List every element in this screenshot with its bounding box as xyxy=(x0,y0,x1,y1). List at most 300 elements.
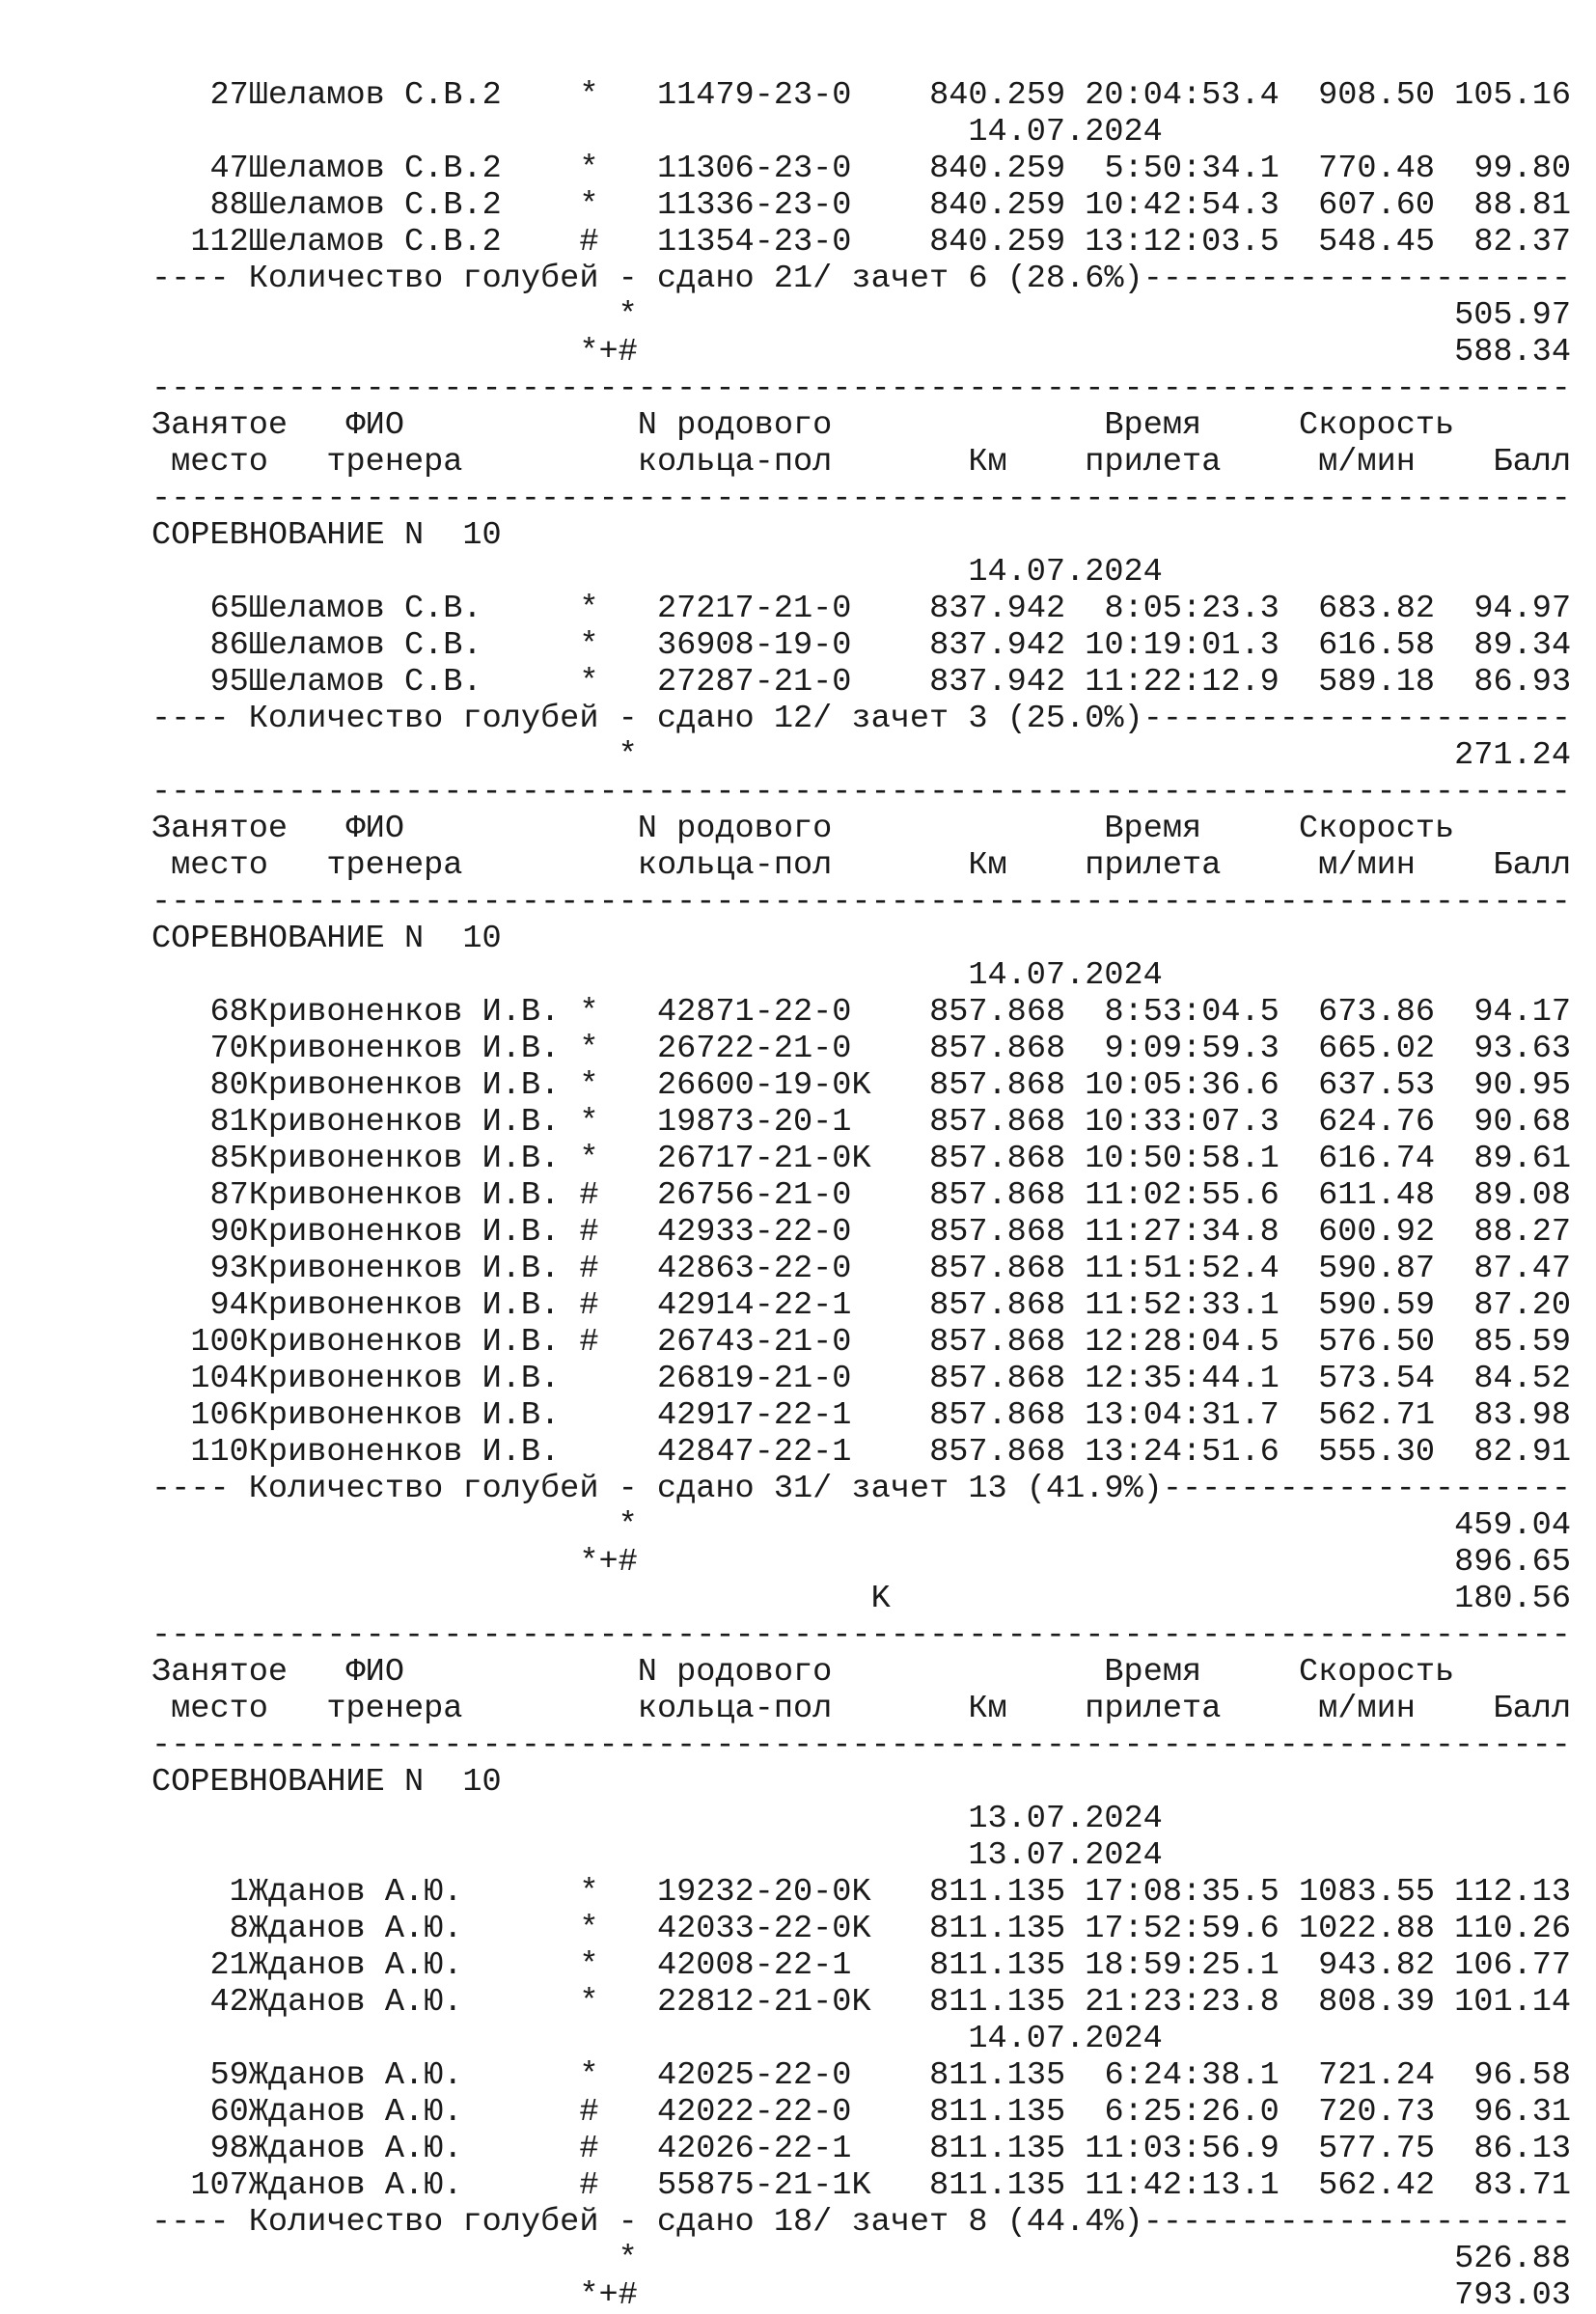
mark-cell: # xyxy=(579,1324,599,1361)
separator-line xyxy=(151,884,1571,921)
distance-cell: 811.135 xyxy=(929,1947,1066,1984)
summary-total-row xyxy=(151,334,1571,371)
ring-number-cell: 42933-22-0 xyxy=(656,1214,852,1251)
place-cell: 85 xyxy=(209,1141,249,1177)
column-header-ring: кольца-пол xyxy=(637,444,833,481)
date-row xyxy=(151,554,1549,591)
column-header-score: Балл xyxy=(1493,847,1572,884)
distance-cell: 840.259 xyxy=(929,151,1066,187)
arrival-time-cell: 10:19:01.3 xyxy=(1085,627,1280,664)
mark-cell: * xyxy=(579,1911,599,1947)
flight-date: 14.07.2024 xyxy=(968,554,1163,591)
ring-number-cell: 26717-21-0K xyxy=(656,1141,871,1177)
total-category-label: K xyxy=(870,1581,891,1617)
separator-line xyxy=(151,481,1571,517)
arrival-time-cell: 18:59:25.1 xyxy=(1085,1947,1280,1984)
arrival-time-cell: 10:50:58.1 xyxy=(1085,1141,1280,1177)
distance-cell: 857.868 xyxy=(929,994,1066,1031)
table-row xyxy=(151,1947,1572,1984)
score-cell: 82.91 xyxy=(1473,1434,1572,1471)
score-cell: 101.14 xyxy=(1454,1984,1572,2021)
place-cell: 80 xyxy=(209,1067,249,1104)
table-row xyxy=(151,664,1572,701)
ring-number-cell: 11479-23-0 xyxy=(656,77,852,114)
column-header-speed: м/мин xyxy=(1318,847,1416,884)
score-cell: 89.08 xyxy=(1473,1177,1572,1214)
distance-cell: 811.135 xyxy=(929,2131,1066,2167)
column-header-time: прилета xyxy=(1085,444,1222,481)
table-row xyxy=(151,1434,1572,1471)
mark-cell: * xyxy=(579,187,599,224)
place-cell: 87 xyxy=(209,1177,249,1214)
total-value: 459.04 xyxy=(1454,1507,1571,1544)
place-cell: 93 xyxy=(209,1251,249,1287)
rule-dashes: ---- xyxy=(151,261,249,297)
competition-title xyxy=(151,1764,1549,1801)
mark-cell: * xyxy=(579,1141,599,1177)
trainer-name-cell: Кривоненков И.В. xyxy=(248,1177,561,1214)
date-row xyxy=(151,957,1549,994)
distance-cell: 857.868 xyxy=(929,1177,1066,1214)
table-row xyxy=(151,1251,1572,1287)
distance-cell: 857.868 xyxy=(929,1324,1066,1361)
table-row xyxy=(151,1031,1572,1067)
mark-cell: * xyxy=(579,1984,599,2021)
total-category-label: *+# xyxy=(579,1544,638,1581)
summary-count-row xyxy=(151,2204,1571,2241)
distance-cell: 811.135 xyxy=(929,2167,1066,2204)
ring-number-cell: 26743-21-0 xyxy=(656,1324,852,1361)
ring-number-cell: 42025-22-0 xyxy=(656,2057,852,2094)
column-header-row-2 xyxy=(151,847,1572,884)
rule-dashes: ------------------------------------------------------------------------- xyxy=(151,481,1571,517)
score-cell: 85.59 xyxy=(1473,1324,1572,1361)
speed-cell: 548.45 xyxy=(1318,224,1436,261)
place-cell: 21 xyxy=(209,1947,249,1984)
summary-total-row xyxy=(151,2277,1571,2314)
score-cell: 83.98 xyxy=(1473,1397,1572,1434)
speed-cell: 908.50 xyxy=(1318,77,1436,114)
rule-dashes: ------------------------------------------------------------------------- xyxy=(151,774,1571,811)
speed-cell: 720.73 xyxy=(1318,2094,1436,2131)
score-cell: 82.37 xyxy=(1473,224,1572,261)
place-cell: 1 xyxy=(229,1874,249,1911)
column-header-speed: м/мин xyxy=(1318,1691,1416,1727)
table-row xyxy=(151,1287,1572,1324)
speed-cell: 562.42 xyxy=(1318,2167,1435,2204)
column-header-speed: Скорость xyxy=(1298,1654,1455,1691)
ring-number-cell: 42022-22-0 xyxy=(656,2094,852,2131)
speed-cell: 1083.55 xyxy=(1298,1874,1435,1911)
table-row xyxy=(151,994,1572,1031)
ring-number-cell: 42847-22-1 xyxy=(656,1434,852,1471)
mark-cell: # xyxy=(579,1287,599,1324)
distance-cell: 857.868 xyxy=(929,1361,1066,1397)
rule-dashes: --------------------- xyxy=(1162,1471,1571,1507)
ring-number-cell: 42008-22-1 xyxy=(656,1947,852,1984)
arrival-time-cell: 21:23:23.8 xyxy=(1085,1984,1280,2021)
arrival-time-cell: 11:27:34.8 xyxy=(1085,1214,1280,1251)
distance-cell: 857.868 xyxy=(929,1067,1066,1104)
place-cell: 106 xyxy=(190,1397,249,1434)
speed-cell: 673.86 xyxy=(1318,994,1436,1031)
ring-number-cell: 42917-22-1 xyxy=(656,1397,852,1434)
mark-cell: * xyxy=(579,2057,599,2094)
separator-line xyxy=(151,774,1571,811)
summary-total-row xyxy=(151,1581,1571,1617)
arrival-time-cell: 11:52:33.1 xyxy=(1085,1287,1280,1324)
column-header-score: Балл xyxy=(1493,444,1572,481)
mark-cell: # xyxy=(579,2094,599,2131)
table-row xyxy=(151,1141,1572,1177)
distance-cell: 837.942 xyxy=(929,627,1066,664)
table-row xyxy=(151,224,1572,261)
speed-cell: 943.82 xyxy=(1318,1947,1436,1984)
column-header-time: Время xyxy=(1104,1654,1202,1691)
table-row xyxy=(151,1397,1572,1434)
column-header-row-1 xyxy=(151,811,1549,847)
date-row xyxy=(151,114,1549,151)
arrival-time-cell: 5:50:34.1 xyxy=(1104,151,1280,187)
speed-cell: 624.76 xyxy=(1318,1104,1436,1141)
distance-cell: 811.135 xyxy=(929,2094,1066,2131)
rule-dashes: ------------------------------------------------------------------------- xyxy=(151,1727,1571,1764)
date-row xyxy=(151,2021,1549,2057)
distance-cell: 857.868 xyxy=(929,1104,1066,1141)
ring-number-cell: 11354-23-0 xyxy=(656,224,852,261)
ring-number-cell: 42863-22-0 xyxy=(656,1251,852,1287)
competition-title-text: СОРЕВНОВАНИЕ N 10 xyxy=(151,921,502,957)
score-cell: 94.17 xyxy=(1473,994,1572,1031)
rule-dashes: ---------------------- xyxy=(1142,2204,1571,2241)
distance-cell: 857.868 xyxy=(929,1434,1066,1471)
column-header-name: ФИО xyxy=(345,407,404,444)
flight-date: 13.07.2024 xyxy=(968,1837,1163,1874)
ring-number-cell: 26756-21-0 xyxy=(656,1177,852,1214)
trainer-name-cell: Кривоненков И.В. xyxy=(248,1324,561,1361)
column-header-place: место xyxy=(171,444,268,481)
column-header-ring: N родового xyxy=(637,407,833,444)
rule-dashes: ------------------------------------------------------------------------- xyxy=(151,371,1571,407)
total-category-label: *+# xyxy=(579,2277,638,2314)
date-row xyxy=(151,1837,1549,1874)
arrival-time-cell: 8:05:23.3 xyxy=(1104,591,1280,627)
speed-cell: 637.53 xyxy=(1318,1067,1435,1104)
place-cell: 94 xyxy=(209,1287,249,1324)
competition-title-text: СОРЕВНОВАНИЕ N 10 xyxy=(151,517,502,554)
mark-cell: * xyxy=(579,1031,599,1067)
summary-total-row xyxy=(151,737,1571,774)
arrival-time-cell: 11:22:12.9 xyxy=(1085,664,1280,701)
total-category-label: * xyxy=(618,737,638,774)
table-row xyxy=(151,1361,1572,1397)
score-cell: 94.97 xyxy=(1473,591,1572,627)
column-header-time: прилета xyxy=(1085,1691,1222,1727)
column-header-time: прилета xyxy=(1085,847,1222,884)
rule-dashes: ---------------------- xyxy=(1142,261,1571,297)
pigeon-count-text: Количество голубей - сдано 12/ зачет 3 (25.0%) xyxy=(248,701,1143,737)
score-cell: 89.34 xyxy=(1473,627,1572,664)
trainer-name-cell: Кривоненков И.В. xyxy=(248,994,561,1031)
distance-cell: 811.135 xyxy=(929,1984,1066,2021)
summary-total-row xyxy=(151,1544,1571,1581)
table-row xyxy=(151,2057,1572,2094)
trainer-name-cell: Кривоненков И.В. xyxy=(248,1434,561,1471)
distance-cell: 811.135 xyxy=(929,1874,1066,1911)
score-cell: 87.20 xyxy=(1473,1287,1572,1324)
separator-line xyxy=(151,371,1571,407)
column-header-km: Км xyxy=(968,444,1007,481)
table-row xyxy=(151,77,1572,114)
flight-date: 14.07.2024 xyxy=(968,957,1163,994)
mark-cell: # xyxy=(579,2131,599,2167)
flight-date: 14.07.2024 xyxy=(968,114,1163,151)
place-cell: 70 xyxy=(209,1031,249,1067)
column-header-ring: кольца-пол xyxy=(637,847,833,884)
score-cell: 87.47 xyxy=(1473,1251,1572,1287)
distance-cell: 857.868 xyxy=(929,1251,1066,1287)
column-header-score: Балл xyxy=(1493,1691,1572,1727)
mark-cell: * xyxy=(579,1067,599,1104)
ring-number-cell: 42914-22-1 xyxy=(656,1287,852,1324)
place-cell: 110 xyxy=(190,1434,249,1471)
trainer-name-cell: Кривоненков И.В. xyxy=(248,1031,561,1067)
place-cell: 60 xyxy=(209,2094,249,2131)
score-cell: 96.58 xyxy=(1473,2057,1572,2094)
summary-count-row xyxy=(151,701,1571,737)
table-row xyxy=(151,1984,1572,2021)
ring-number-cell: 42871-22-0 xyxy=(656,994,852,1031)
place-cell: 107 xyxy=(190,2167,249,2204)
trainer-name-cell: Кривоненков И.В. xyxy=(248,1361,561,1397)
rule-dashes: ---- xyxy=(151,1471,249,1507)
table-row xyxy=(151,627,1572,664)
score-cell: 96.31 xyxy=(1473,2094,1572,2131)
pigeon-count-text: Количество голубей - сдано 21/ зачет 6 (28.6%) xyxy=(248,261,1143,297)
place-cell: 42 xyxy=(209,1984,249,2021)
distance-cell: 857.868 xyxy=(929,1397,1066,1434)
table-row xyxy=(151,2167,1572,2204)
arrival-time-cell: 10:42:54.3 xyxy=(1085,187,1280,224)
table-row xyxy=(151,2131,1572,2167)
ring-number-cell: 19232-20-0K xyxy=(656,1874,871,1911)
arrival-time-cell: 10:33:07.3 xyxy=(1085,1104,1280,1141)
speed-cell: 770.48 xyxy=(1318,151,1436,187)
trainer-name-cell: Жданов А.Ю. xyxy=(248,2094,463,2131)
separator-line xyxy=(151,1727,1571,1764)
ring-number-cell: 27287-21-0 xyxy=(656,664,852,701)
table-row xyxy=(151,1911,1572,1947)
trainer-name-cell: Жданов А.Ю. xyxy=(248,2131,463,2167)
total-category-label: *+# xyxy=(579,334,638,371)
speed-cell: 590.59 xyxy=(1318,1287,1436,1324)
table-row xyxy=(151,1177,1572,1214)
distance-cell: 840.259 xyxy=(929,187,1066,224)
distance-cell: 837.942 xyxy=(929,664,1066,701)
column-header-place: Занятое xyxy=(151,1654,289,1691)
mark-cell: # xyxy=(579,1251,599,1287)
column-header-ring: кольца-пол xyxy=(637,1691,833,1727)
score-cell: 93.63 xyxy=(1473,1031,1572,1067)
trainer-name-cell: Жданов А.Ю. xyxy=(248,2167,463,2204)
place-cell: 86 xyxy=(209,627,249,664)
column-header-place: место xyxy=(171,1691,268,1727)
pigeon-count-text: Количество голубей - сдано 18/ зачет 8 (44.4%) xyxy=(248,2204,1143,2241)
arrival-time-cell: 8:53:04.5 xyxy=(1104,994,1280,1031)
place-cell: 112 xyxy=(190,224,249,261)
place-cell: 59 xyxy=(209,2057,249,2094)
total-value: 505.97 xyxy=(1454,297,1571,334)
summary-total-row xyxy=(151,2241,1571,2277)
speed-cell: 562.71 xyxy=(1318,1397,1436,1434)
flight-date: 13.07.2024 xyxy=(968,1801,1163,1837)
score-cell: 90.95 xyxy=(1473,1067,1572,1104)
column-header-place: Занятое xyxy=(151,407,289,444)
mark-cell: # xyxy=(579,2167,599,2204)
score-cell: 89.61 xyxy=(1473,1141,1572,1177)
column-header-row-1 xyxy=(151,407,1549,444)
distance-cell: 857.868 xyxy=(929,1214,1066,1251)
score-cell: 88.81 xyxy=(1473,187,1572,224)
speed-cell: 573.54 xyxy=(1318,1361,1436,1397)
column-header-name: ФИО xyxy=(345,1654,404,1691)
ring-number-cell: 42026-22-1 xyxy=(656,2131,852,2167)
ring-number-cell: 26722-21-0 xyxy=(656,1031,852,1067)
mark-cell: # xyxy=(579,224,599,261)
place-cell: 27 xyxy=(209,77,249,114)
column-header-place: место xyxy=(171,847,268,884)
table-row xyxy=(151,187,1572,224)
speed-cell: 555.30 xyxy=(1318,1434,1436,1471)
distance-cell: 837.942 xyxy=(929,591,1066,627)
speed-cell: 616.58 xyxy=(1318,627,1436,664)
total-value: 180.56 xyxy=(1454,1581,1571,1617)
trainer-name-cell: Кривоненков И.В. xyxy=(248,1104,561,1141)
date-row xyxy=(151,1801,1549,1837)
ring-number-cell: 27217-21-0 xyxy=(656,591,852,627)
column-header-name: тренера xyxy=(326,847,463,884)
rule-dashes: ---- xyxy=(151,701,249,737)
rule-dashes: ------------------------------------------------------------------------- xyxy=(151,1617,1571,1654)
column-header-km: Км xyxy=(968,1691,1007,1727)
speed-cell: 616.74 xyxy=(1318,1141,1435,1177)
total-category-label: * xyxy=(618,2241,638,2277)
column-header-km: Км xyxy=(968,847,1007,884)
place-cell: 65 xyxy=(209,591,249,627)
arrival-time-cell: 11:42:13.1 xyxy=(1085,2167,1280,2204)
competition-title xyxy=(151,921,1549,957)
column-header-row-2 xyxy=(151,444,1572,481)
trainer-name-cell: Жданов А.Ю. xyxy=(248,1874,463,1911)
trainer-name-cell: Жданов А.Ю. xyxy=(248,2057,463,2094)
speed-cell: 589.18 xyxy=(1318,664,1436,701)
summary-count-row xyxy=(151,261,1571,297)
column-header-row-1 xyxy=(151,1654,1549,1691)
total-value: 896.65 xyxy=(1454,1544,1571,1581)
speed-cell: 1022.88 xyxy=(1298,1911,1435,1947)
score-cell: 84.52 xyxy=(1473,1361,1572,1397)
ring-number-cell: 55875-21-1K xyxy=(656,2167,871,2204)
place-cell: 68 xyxy=(209,994,249,1031)
score-cell: 88.27 xyxy=(1473,1214,1572,1251)
score-cell: 112.13 xyxy=(1454,1874,1572,1911)
ring-number-cell: 42033-22-0K xyxy=(656,1911,871,1947)
column-header-name: ФИО xyxy=(345,811,404,847)
speed-cell: 721.24 xyxy=(1318,2057,1436,2094)
place-cell: 88 xyxy=(209,187,249,224)
trainer-name-cell: Кривоненков И.В. xyxy=(248,1141,561,1177)
mark-cell: * xyxy=(579,994,599,1031)
column-header-speed: м/мин xyxy=(1318,444,1416,481)
place-cell: 104 xyxy=(190,1361,249,1397)
place-cell: 95 xyxy=(209,664,249,701)
column-header-name: тренера xyxy=(326,444,463,481)
trainer-name-cell: Шеламов С.В. xyxy=(248,591,482,627)
total-category-label: * xyxy=(618,1507,638,1544)
trainer-name-cell: Кривоненков И.В. xyxy=(248,1287,561,1324)
trainer-name-cell: Жданов А.Ю. xyxy=(248,1984,463,2021)
separator-line xyxy=(151,1617,1571,1654)
table-row xyxy=(151,151,1572,187)
competition-title-text: СОРЕВНОВАНИЕ N 10 xyxy=(151,1764,502,1801)
column-header-speed: Скорость xyxy=(1298,407,1455,444)
column-header-time: Время xyxy=(1104,407,1202,444)
trainer-name-cell: Шеламов С.В.2 xyxy=(248,77,502,114)
place-cell: 100 xyxy=(190,1324,249,1361)
total-value: 526.88 xyxy=(1454,2241,1571,2277)
mark-cell: * xyxy=(579,664,599,701)
speed-cell: 611.48 xyxy=(1318,1177,1436,1214)
trainer-name-cell: Шеламов С.В.2 xyxy=(248,151,502,187)
ring-number-cell: 36908-19-0 xyxy=(656,627,852,664)
score-cell: 106.77 xyxy=(1454,1947,1572,1984)
column-header-name: тренера xyxy=(326,1691,463,1727)
distance-cell: 857.868 xyxy=(929,1287,1066,1324)
column-header-time: Время xyxy=(1104,811,1202,847)
summary-total-row xyxy=(151,297,1571,334)
arrival-time-cell: 20:04:53.4 xyxy=(1085,77,1280,114)
trainer-name-cell: Кривоненков И.В. xyxy=(248,1214,561,1251)
mark-cell: * xyxy=(579,151,599,187)
column-header-place: Занятое xyxy=(151,811,289,847)
rule-dashes: ---------------------- xyxy=(1142,701,1571,737)
speed-cell: 576.50 xyxy=(1318,1324,1436,1361)
arrival-time-cell: 17:52:59.6 xyxy=(1085,1911,1280,1947)
table-row xyxy=(151,1067,1572,1104)
arrival-time-cell: 10:05:36.6 xyxy=(1085,1067,1280,1104)
distance-cell: 857.868 xyxy=(929,1141,1066,1177)
trainer-name-cell: Кривоненков И.В. xyxy=(248,1397,561,1434)
score-cell: 110.26 xyxy=(1454,1911,1572,1947)
ring-number-cell: 11306-23-0 xyxy=(656,151,852,187)
summary-total-row xyxy=(151,1507,1571,1544)
arrival-time-cell: 11:03:56.9 xyxy=(1085,2131,1280,2167)
arrival-time-cell: 6:24:38.1 xyxy=(1104,2057,1280,2094)
mark-cell: * xyxy=(579,1947,599,1984)
score-cell: 90.68 xyxy=(1473,1104,1572,1141)
rule-dashes: ------------------------------------------------------------------------- xyxy=(151,884,1571,921)
speed-cell: 808.39 xyxy=(1318,1984,1435,2021)
table-row xyxy=(151,1104,1572,1141)
score-cell: 99.80 xyxy=(1473,151,1572,187)
ring-number-cell: 19873-20-1 xyxy=(656,1104,852,1141)
ring-number-cell: 22812-21-0K xyxy=(656,1984,871,2021)
arrival-time-cell: 11:02:55.6 xyxy=(1085,1177,1280,1214)
speed-cell: 665.02 xyxy=(1318,1031,1436,1067)
distance-cell: 840.259 xyxy=(929,77,1066,114)
arrival-time-cell: 12:28:04.5 xyxy=(1085,1324,1280,1361)
total-value: 793.03 xyxy=(1454,2277,1571,2314)
